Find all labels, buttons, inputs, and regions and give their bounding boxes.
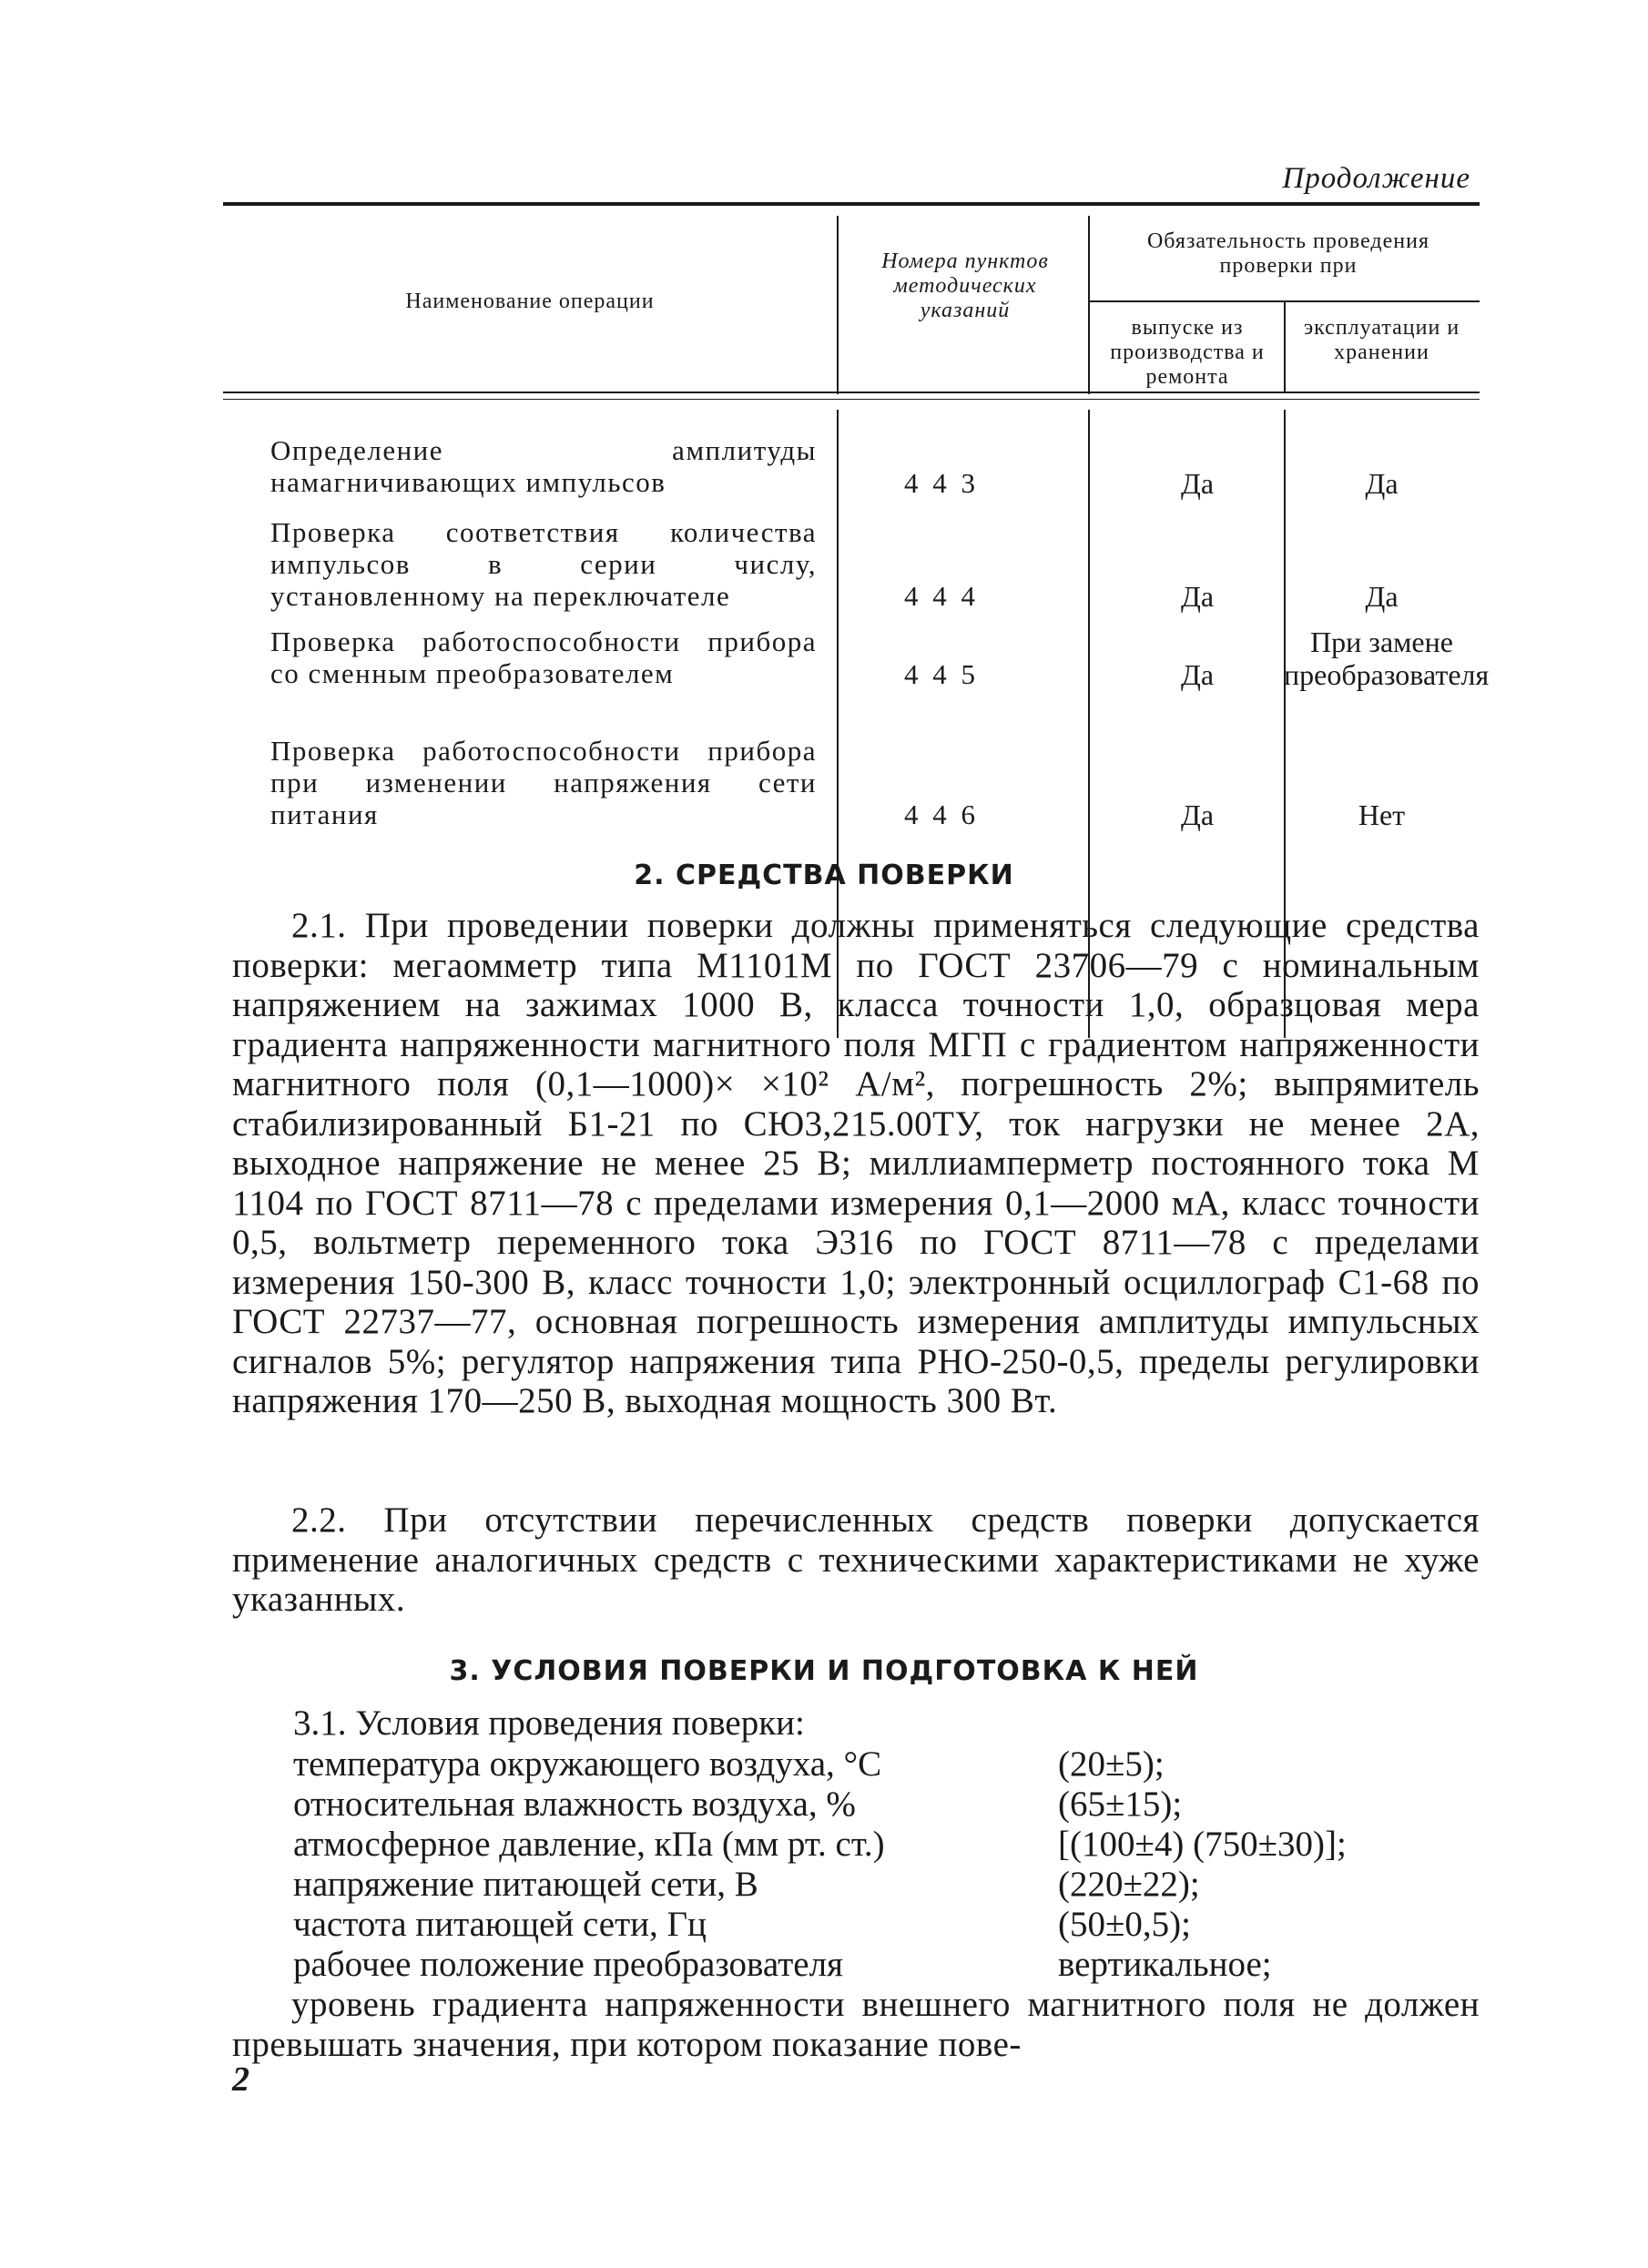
condition-label: рабочее положение преобразователя	[293, 1945, 843, 1984]
row-operation: Проверка работоспособности прибора при изменении напряжения сети питания	[270, 735, 817, 830]
row-operation: Проверка соответствия количества импульсов в серии числу, установленному на переключателе	[270, 516, 817, 612]
row-item: 4 4 3	[904, 467, 979, 499]
condition-row	[293, 1784, 1477, 1824]
condition-label: относительная влажность воздуха, %	[293, 1785, 856, 1824]
condition-value: (220±22);	[1058, 1865, 1200, 1904]
table-header-rule	[223, 399, 1480, 400]
row-operation: Определение амплитуды намагничивающих импульсов	[270, 434, 817, 498]
header-method-items: Номера пунктов методических указаний	[881, 249, 1049, 322]
conditions-intro: 3.1. Условия проведения поверки:	[293, 1704, 805, 1743]
header-release: выпуске из производства и ремонта	[1110, 316, 1265, 389]
section-2-title: 2. СРЕДСТВА ПОВЕРКИ	[634, 859, 1014, 891]
table-header-rule	[223, 392, 1480, 393]
row-item: 4 4 4	[904, 580, 979, 612]
row-release: Да	[1180, 658, 1215, 691]
section-2-paragraph-2: 2.2. При отсутствии перечисленных средств поверки допускается применение аналогичных средств с техническими характеристиками не хуже указанных.	[232, 1500, 1480, 1619]
table-divider	[1284, 302, 1286, 393]
row-exploitation: Да	[1365, 467, 1399, 500]
condition-row	[293, 1944, 1477, 1984]
condition-row	[293, 1824, 1477, 1864]
row-release: Да	[1180, 580, 1215, 613]
row-item: 4 4 5	[904, 658, 979, 690]
condition-label: частота питающей сети, Гц	[293, 1905, 707, 1944]
table-divider	[1088, 216, 1090, 394]
table-subheader-rule	[1090, 300, 1480, 302]
header-exploitation: эксплуатации и хранении	[1303, 316, 1460, 364]
row-operation: Проверка работоспособности прибора со сменным преобразователем	[270, 625, 817, 689]
row-release: Да	[1180, 467, 1215, 500]
section-2-paragraph-1: 2.1. При проведении поверки должны применяться следующие средства поверки: мегаомметр типа М1101М по ГОСТ 23706—79 с номинальным напряжением на зажимах 1000 В, класса точности 1,0, образцовая мера градиента напряженности магнитного поля МГП с градиентом напряженности магнитного поля (0,1—1000)× ×10² А/м², погрешность 2%; выпрямитель стабилизированный Б1-21 по СЮ3,215.00ТУ, ток нагрузки не менее 2А, выходное напряжение не менее 25 В; миллиамперметр постоянного тока М 1104 по ГОСТ 8711—78 с пределами измерения 0,1—2000 мА, класс точности 0,5, вольтметр переменного тока Э316 по ГОСТ 8711—78 с пределами измерения 150-300 В, класс точности 1,0; электронный осциллограф С1-68 по ГОСТ 22737—77, основная погрешность измерения амплитуды импульсных сигналов 5%; регулятор напряжения типа РНО-250-0,5, пределы регулировки напряжения 170—250 В, выходная мощность 300 Вт.	[232, 906, 1480, 1420]
condition-value: (20±5);	[1058, 1744, 1165, 1784]
condition-row	[293, 1904, 1477, 1944]
condition-value: вертикальное;	[1058, 1945, 1272, 1984]
condition-value: (50±0,5);	[1058, 1905, 1191, 1944]
header-operation: Наименование операции	[405, 290, 655, 313]
row-release: Да	[1180, 798, 1215, 831]
condition-label: напряжение питающей сети, В	[293, 1865, 758, 1904]
conditions-tail: уровень градиента напряженности внешнего магнитного поля не должен превышать значения, при котором показание пове-	[232, 1985, 1480, 2064]
row-exploitation: Нет	[1358, 798, 1406, 831]
section-3-title: 3. УСЛОВИЯ ПОВЕРКИ И ПОДГОТОВКА К НЕЙ	[449, 1655, 1199, 1687]
page-number: 2	[232, 2060, 249, 2099]
condition-value: (65±15);	[1058, 1785, 1183, 1824]
condition-label: атмосферное давление, кПа (мм рт. ст.)	[293, 1825, 885, 1864]
continuation-label: Продолжение	[1282, 162, 1470, 195]
table-top-rule	[223, 202, 1480, 206]
condition-row	[293, 1744, 1477, 1784]
condition-row	[293, 1864, 1477, 1904]
condition-label: температура окружающего воздуха, °С	[293, 1744, 882, 1784]
condition-value: [(100±4) (750±30)];	[1058, 1825, 1347, 1864]
row-item: 4 4 6	[904, 798, 979, 830]
table-divider	[837, 216, 839, 394]
header-obligation: Обязательность проведения проверки при	[1146, 229, 1430, 278]
row-exploitation: Да	[1365, 580, 1399, 613]
row-exploitation: При замене преобразователя	[1284, 625, 1490, 691]
